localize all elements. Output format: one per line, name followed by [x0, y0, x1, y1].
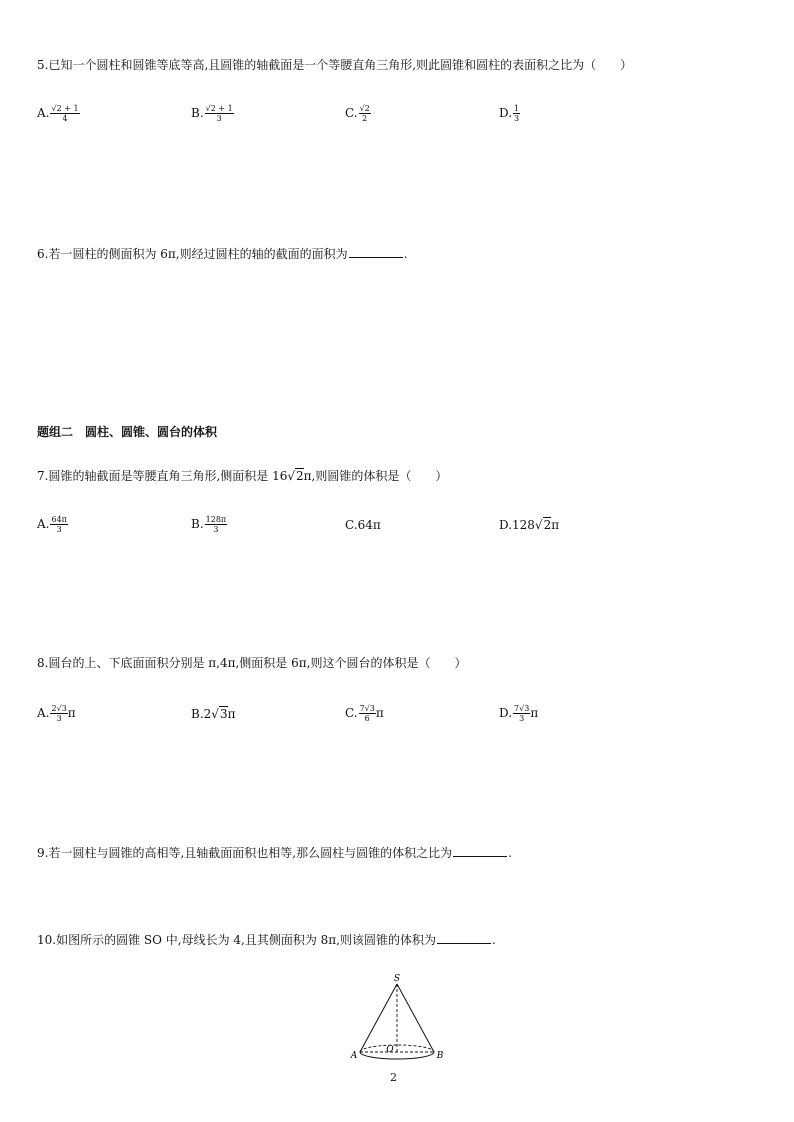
- answer-blank[interactable]: [437, 932, 491, 944]
- radical: √2: [287, 469, 304, 483]
- answer-blank[interactable]: [453, 845, 507, 857]
- fraction: $\frac{7√3}{3}$: [514, 704, 530, 723]
- q5-option-b: B. $\frac{√2 + 1}{3}$: [191, 104, 233, 123]
- q5-option-a: A. $\frac{√2 + 1}{4}$: [37, 104, 79, 123]
- label-o: O: [386, 1045, 394, 1055]
- fraction: $\frac{√2 + 1}{3}$: [205, 104, 233, 123]
- q8-option-c: C. $\frac{7√3}{6}$ π: [345, 704, 384, 723]
- cone-right-generatrix: [397, 984, 434, 1052]
- label-b: B: [436, 1051, 444, 1061]
- fraction: $\frac{128\pi}{3}$: [205, 515, 227, 534]
- radical: √3: [211, 707, 228, 721]
- question-7: 7.圆锥的轴截面是等腰直角三角形,侧面积是 16√2π,则圆锥的体积是（ ）: [37, 469, 448, 483]
- cone-figure: [340, 968, 450, 1088]
- question-5-text: 5.已知一个圆柱和圆锥等底等高,且圆锥的轴截面是一个等腰直角三角形,则此圆锥和圆柱的表面积之比为（ ）: [37, 58, 633, 72]
- page-number: 2: [390, 1071, 397, 1084]
- q8-option-a: A. $\frac{2√3}{3}$ π: [37, 704, 76, 723]
- question-10: 10.如图所示的圆锥 SO 中,母线长为 4,且其侧面积为 8π,则该圆锥的体积为 .: [37, 933, 496, 947]
- fraction: $\frac{7√3}{6}$: [359, 704, 375, 723]
- q7-option-a: A. $\frac{64\pi}{3}$: [37, 515, 67, 534]
- question-8: 8.圆台的上、下底面面积分别是 π,4π,侧面积是 6π,则这个圆台的体积是（ ）: [37, 656, 467, 670]
- label-a: A: [350, 1051, 358, 1061]
- cone-base-front-arc: [360, 1052, 434, 1059]
- q7-option-d: D.128√2π: [499, 518, 560, 532]
- question-6: 6.若一圆柱的侧面积为 6π,则经过圆柱的轴的截面的面积为 .: [37, 247, 408, 261]
- fraction: $\frac{√2}{2}$: [359, 104, 370, 123]
- answer-blank[interactable]: [349, 246, 403, 258]
- fraction: $\frac{64\pi}{3}$: [51, 515, 67, 534]
- q7-option-b: B. $\frac{128\pi}{3}$: [191, 515, 227, 534]
- q5-option-c: C. $\frac{√2}{2}$: [345, 104, 370, 123]
- radical: √2: [534, 518, 552, 532]
- q8-option-d: D. $\frac{7√3}{3}$ π: [499, 704, 539, 723]
- fraction: $\frac{1}{3}$: [514, 104, 520, 123]
- q5-option-d: D. $\frac{1}{3}$: [499, 104, 520, 123]
- question-5: [37, 57, 632, 73]
- question-9: 9.若一圆柱与圆锥的高相等,且轴截面面积也相等,那么圆柱与圆锥的体积之比为 .: [37, 846, 512, 860]
- section-heading: 题组二 圆柱、圆锥、圆台的体积: [37, 425, 218, 439]
- q8-option-b: B.2√3π: [191, 707, 236, 721]
- cone-left-generatrix: [360, 984, 397, 1052]
- fraction: $\frac{√2 + 1}{4}$: [51, 104, 79, 123]
- label-s: S: [393, 974, 401, 984]
- q7-option-c: C.64π: [345, 518, 381, 532]
- fraction: $\frac{2√3}{3}$: [51, 704, 67, 723]
